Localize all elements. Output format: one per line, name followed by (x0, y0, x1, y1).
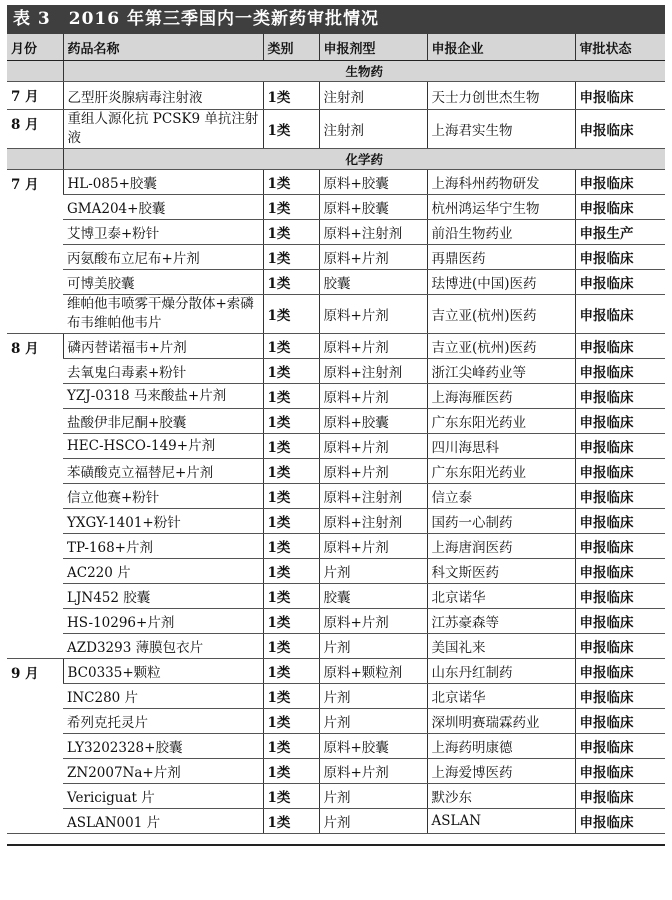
drug-name-cell: 可博美胶囊 (63, 270, 263, 295)
company-cell: 深圳明赛瑞霖药业 (427, 709, 575, 734)
company-cell: 默沙东 (427, 784, 575, 809)
drug-name-cell: 去氧鬼臼毒素+粉针 (63, 359, 263, 384)
drug-approval-table (7, 34, 665, 834)
status-cell: 申报临床 (575, 170, 665, 195)
drug-name-cell: 维帕他韦喷雾干燥分散体+索磷布韦维帕他韦片 (63, 295, 263, 334)
drug-name-cell: 重组人源化抗 PCSK9 单抗注射液 (63, 110, 263, 149)
drug-name-cell: 乙型肝炎腺病毒注射液 (63, 82, 263, 110)
company-cell: 北京诺华 (427, 584, 575, 609)
category-blank (7, 61, 63, 82)
drug-name-cell: Vericiguat 片 (63, 784, 263, 809)
class-cell: 1类 (263, 809, 319, 834)
table-row (7, 484, 665, 509)
class-cell: 1类 (263, 220, 319, 245)
table-row (7, 734, 665, 759)
class-cell: 1类 (263, 359, 319, 384)
month-cell: 8 月 (7, 334, 63, 659)
table-body (7, 61, 665, 834)
table-row (7, 220, 665, 245)
table-row (7, 609, 665, 634)
company-cell: 山东丹红制药 (427, 659, 575, 684)
drug-name-cell: HEC-HSCO-149+片剂 (63, 434, 263, 459)
form-cell: 胶囊 (319, 584, 427, 609)
status-cell: 申报临床 (575, 734, 665, 759)
company-cell: 上海爱博医药 (427, 759, 575, 784)
drug-name-cell: 希列克托灵片 (63, 709, 263, 734)
table-row (7, 559, 665, 584)
month-cell: 9 月 (7, 659, 63, 834)
company-cell: 信立泰 (427, 484, 575, 509)
class-cell: 1类 (263, 110, 319, 149)
company-cell: 上海君实生物 (427, 110, 575, 149)
header-row (7, 34, 665, 61)
category-row (7, 61, 665, 82)
category-label: 化学药 (63, 149, 665, 170)
form-cell: 注射剂 (319, 82, 427, 110)
form-cell: 原料+片剂 (319, 295, 427, 334)
table-row (7, 709, 665, 734)
form-cell: 原料+片剂 (319, 459, 427, 484)
company-cell: 上海科州药物研发 (427, 170, 575, 195)
header-company: 申报企业 (427, 34, 575, 61)
class-cell: 1类 (263, 659, 319, 684)
company-cell: ASLAN (427, 809, 575, 834)
drug-name-cell: YXGY-1401+粉针 (63, 509, 263, 534)
class-cell: 1类 (263, 484, 319, 509)
table-row (7, 659, 665, 684)
drug-name-cell: ASLAN001 片 (63, 809, 263, 834)
class-cell: 1类 (263, 384, 319, 409)
form-cell: 原料+片剂 (319, 609, 427, 634)
class-cell: 1类 (263, 734, 319, 759)
drug-name-cell: BC0335+颗粒 (63, 659, 263, 684)
table-row (7, 809, 665, 834)
status-cell: 申报临床 (575, 584, 665, 609)
drug-name-cell: AC220 片 (63, 559, 263, 584)
table-row (7, 584, 665, 609)
header-status: 审批状态 (575, 34, 665, 61)
form-cell: 原料+胶囊 (319, 195, 427, 220)
form-cell: 原料+片剂 (319, 759, 427, 784)
month-cell: 8 月 (7, 110, 63, 149)
status-cell: 申报临床 (575, 110, 665, 149)
drug-name-cell: 盐酸伊非尼酮+胶囊 (63, 409, 263, 434)
category-label: 生物药 (63, 61, 665, 82)
company-cell: 国药一心制药 (427, 509, 575, 534)
drug-name-cell: 信立他赛+粉针 (63, 484, 263, 509)
table-row (7, 509, 665, 534)
table-row (7, 110, 665, 149)
table-row (7, 759, 665, 784)
table-row (7, 334, 665, 359)
form-cell: 原料+片剂 (319, 434, 427, 459)
table-row (7, 459, 665, 484)
drug-name-cell: 艾博卫泰+粉针 (63, 220, 263, 245)
company-cell: 广东东阳光药业 (427, 409, 575, 434)
class-cell: 1类 (263, 509, 319, 534)
drug-name-cell: LY3202328+胶囊 (63, 734, 263, 759)
form-cell: 原料+颗粒剂 (319, 659, 427, 684)
class-cell: 1类 (263, 334, 319, 359)
form-cell: 原料+胶囊 (319, 409, 427, 434)
form-cell: 原料+注射剂 (319, 220, 427, 245)
company-cell: 上海海雁医药 (427, 384, 575, 409)
form-cell: 注射剂 (319, 110, 427, 149)
table-row (7, 634, 665, 659)
table-title: 表 3 2016 年第三季国内一类新药审批情况 (7, 5, 665, 34)
status-cell: 申报临床 (575, 459, 665, 484)
drug-name-cell: YZJ-0318 马来酸盐+片剂 (63, 384, 263, 409)
status-cell: 申报临床 (575, 709, 665, 734)
form-cell: 原料+注射剂 (319, 359, 427, 384)
table-row (7, 170, 665, 195)
company-cell: 吉立亚(杭州)医药 (427, 295, 575, 334)
drug-name-cell: 苯磺酸克立福替尼+片剂 (63, 459, 263, 484)
class-cell: 1类 (263, 82, 319, 110)
drug-name-cell: AZD3293 薄膜包衣片 (63, 634, 263, 659)
company-cell: 天士力创世杰生物 (427, 82, 575, 110)
table-row (7, 82, 665, 110)
class-cell: 1类 (263, 195, 319, 220)
drug-name-cell: 磷丙替诺福韦+片剂 (63, 334, 263, 359)
drug-name-cell: LJN452 胶囊 (63, 584, 263, 609)
status-cell: 申报生产 (575, 220, 665, 245)
table-row (7, 270, 665, 295)
company-cell: 再鼎医药 (427, 245, 575, 270)
table-row (7, 195, 665, 220)
drug-name-cell: ZN2007Na+片剂 (63, 759, 263, 784)
drug-name-cell: GMA204+胶囊 (63, 195, 263, 220)
month-cell: 7 月 (7, 170, 63, 334)
category-blank (7, 149, 63, 170)
form-cell: 片剂 (319, 784, 427, 809)
company-cell: 前沿生物药业 (427, 220, 575, 245)
table-bottom-rule (7, 844, 665, 846)
company-cell: 科文斯医药 (427, 559, 575, 584)
status-cell: 申报临床 (575, 684, 665, 709)
company-cell: 吉立亚(杭州)医药 (427, 334, 575, 359)
class-cell: 1类 (263, 245, 319, 270)
header-month: 月份 (7, 34, 63, 61)
company-cell: 江苏豪森等 (427, 609, 575, 634)
class-cell: 1类 (263, 534, 319, 559)
status-cell: 申报临床 (575, 809, 665, 834)
drug-name-cell: HS-10296+片剂 (63, 609, 263, 634)
class-cell: 1类 (263, 784, 319, 809)
table-row (7, 434, 665, 459)
month-cell: 7 月 (7, 82, 63, 110)
status-cell: 申报临床 (575, 784, 665, 809)
form-cell: 原料+胶囊 (319, 734, 427, 759)
status-cell: 申报临床 (575, 609, 665, 634)
form-cell: 原料+胶囊 (319, 170, 427, 195)
status-cell: 申报临床 (575, 509, 665, 534)
class-cell: 1类 (263, 584, 319, 609)
company-cell: 北京诺华 (427, 684, 575, 709)
header-drug-name: 药品名称 (63, 34, 263, 61)
status-cell: 申报临床 (575, 82, 665, 110)
company-cell: 美国礼来 (427, 634, 575, 659)
table-row (7, 384, 665, 409)
table-row (7, 684, 665, 709)
status-cell: 申报临床 (575, 334, 665, 359)
table-row (7, 295, 665, 334)
form-cell: 片剂 (319, 684, 427, 709)
status-cell: 申报临床 (575, 434, 665, 459)
company-cell: 广东东阳光药业 (427, 459, 575, 484)
class-cell: 1类 (263, 270, 319, 295)
table-row (7, 409, 665, 434)
status-cell: 申报临床 (575, 534, 665, 559)
status-cell: 申报临床 (575, 245, 665, 270)
form-cell: 原料+片剂 (319, 334, 427, 359)
status-cell: 申报临床 (575, 759, 665, 784)
class-cell: 1类 (263, 409, 319, 434)
company-cell: 杭州鸿运华宁生物 (427, 195, 575, 220)
class-cell: 1类 (263, 295, 319, 334)
status-cell: 申报临床 (575, 659, 665, 684)
class-cell: 1类 (263, 609, 319, 634)
header-class: 类别 (263, 34, 319, 61)
status-cell: 申报临床 (575, 384, 665, 409)
table-row (7, 534, 665, 559)
category-row (7, 149, 665, 170)
status-cell: 申报临床 (575, 409, 665, 434)
class-cell: 1类 (263, 684, 319, 709)
drug-name-cell: TP-168+片剂 (63, 534, 263, 559)
form-cell: 片剂 (319, 559, 427, 584)
form-cell: 原料+片剂 (319, 534, 427, 559)
status-cell: 申报临床 (575, 634, 665, 659)
form-cell: 原料+片剂 (319, 245, 427, 270)
form-cell: 片剂 (319, 709, 427, 734)
company-cell: 四川海思科 (427, 434, 575, 459)
drug-name-cell: INC280 片 (63, 684, 263, 709)
company-cell: 珐博进(中国)医药 (427, 270, 575, 295)
status-cell: 申报临床 (575, 359, 665, 384)
company-cell: 上海唐润医药 (427, 534, 575, 559)
drug-name-cell: 丙氨酸布立尼布+片剂 (63, 245, 263, 270)
status-cell: 申报临床 (575, 559, 665, 584)
table-row (7, 245, 665, 270)
class-cell: 1类 (263, 459, 319, 484)
class-cell: 1类 (263, 709, 319, 734)
class-cell: 1类 (263, 434, 319, 459)
class-cell: 1类 (263, 170, 319, 195)
form-cell: 原料+片剂 (319, 384, 427, 409)
form-cell: 胶囊 (319, 270, 427, 295)
status-cell: 申报临床 (575, 195, 665, 220)
form-cell: 原料+注射剂 (319, 509, 427, 534)
status-cell: 申报临床 (575, 270, 665, 295)
company-cell: 上海药明康德 (427, 734, 575, 759)
table-row (7, 784, 665, 809)
header-form: 申报剂型 (319, 34, 427, 61)
company-cell: 浙江尖峰药业等 (427, 359, 575, 384)
table-row (7, 359, 665, 384)
class-cell: 1类 (263, 559, 319, 584)
form-cell: 片剂 (319, 809, 427, 834)
form-cell: 原料+注射剂 (319, 484, 427, 509)
drug-name-cell: HL-085+胶囊 (63, 170, 263, 195)
form-cell: 片剂 (319, 634, 427, 659)
class-cell: 1类 (263, 759, 319, 784)
status-cell: 申报临床 (575, 295, 665, 334)
status-cell: 申报临床 (575, 484, 665, 509)
class-cell: 1类 (263, 634, 319, 659)
